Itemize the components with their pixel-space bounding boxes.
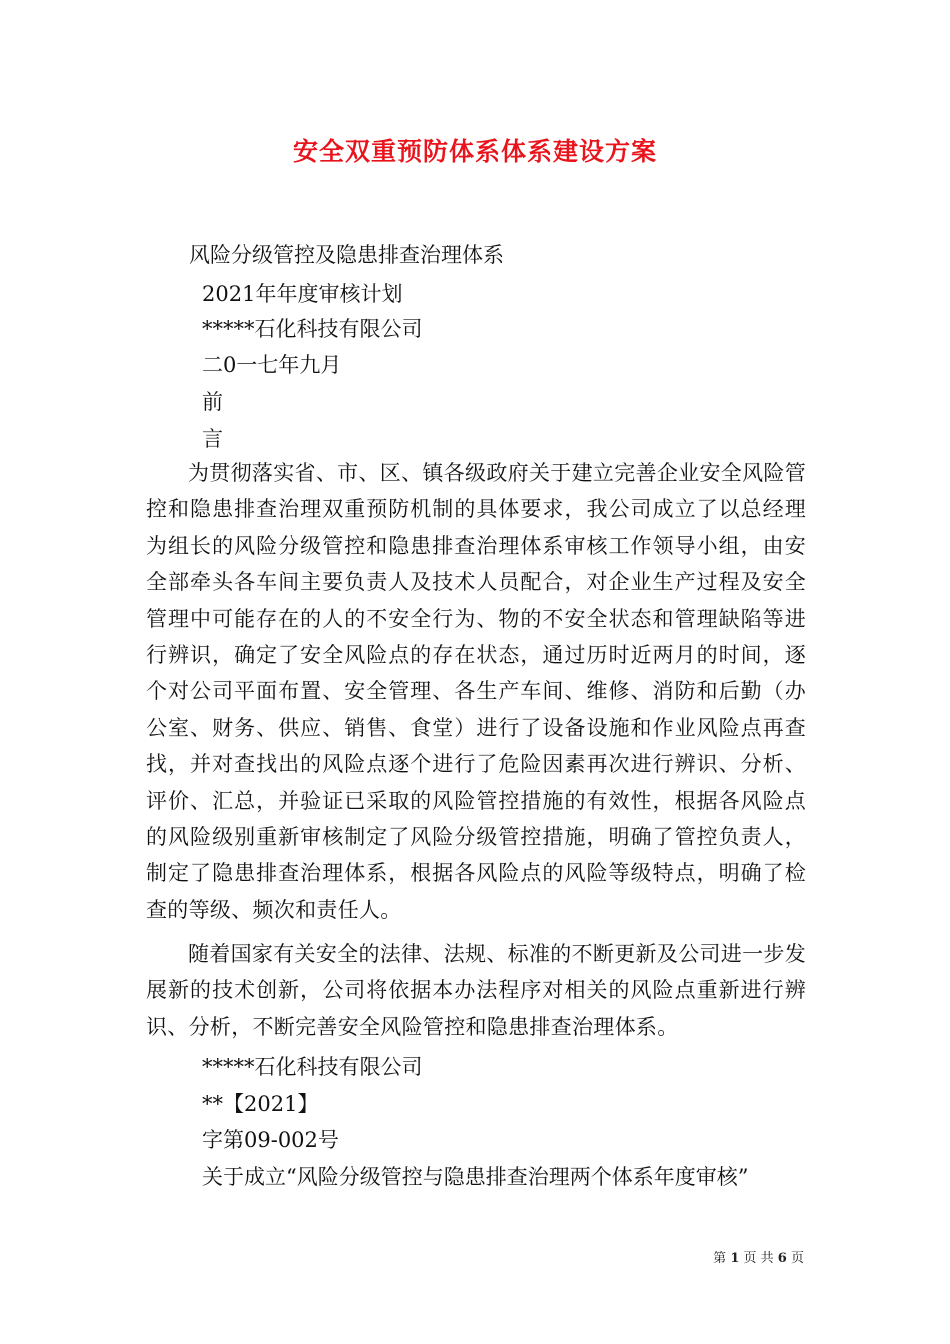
- closing-company: *****石化科技有限公司: [202, 1055, 423, 1079]
- preface-heading-part1: 前: [202, 390, 223, 414]
- notice-heading: 关于成立“风险分级管控与隐患排查治理两个体系年度审核”: [202, 1165, 749, 1189]
- cover-line-system: 风险分级管控及隐患排查治理体系: [189, 243, 504, 267]
- footer-prefix: 第: [713, 1251, 727, 1266]
- footer-middle: 页 共: [743, 1251, 774, 1266]
- cover-line-company: *****石化科技有限公司: [202, 317, 423, 341]
- preface-paragraph-2: 随着国家有关安全的法律、法规、标准的不断更新及公司进一步发展新的技术创新，公司将依据本办法程序对相关的风险点重新进行辨识、分析，不断完善安全风险管控和隐患排查治理体系。: [146, 942, 806, 1039]
- footer-page-number: 1: [730, 1251, 740, 1266]
- document-title: 安全双重预防体系体系建设方案: [292, 137, 657, 166]
- cover-line-date: 二0一七年九月: [202, 353, 342, 377]
- document-number-prefix: **【2021】: [202, 1092, 319, 1116]
- preface-heading-part2: 言: [202, 427, 223, 451]
- document-number: 字第09-002号: [202, 1128, 339, 1152]
- page-footer: [713, 1247, 804, 1266]
- footer-suffix: 页: [790, 1251, 804, 1266]
- cover-line-plan: 2021年年度审核计划: [202, 282, 403, 306]
- preface-paragraph-1: 为贯彻落实省、市、区、镇各级政府关于建立完善企业安全风险管控和隐患排查治理双重预防机制的具体要求，我公司成立了以总经理为组长的风险分级管控和隐患排查治理体系审核工作领导小组，由安全部牵头各车间主要负责人及技术人员配合，对企业生产过程及安全管理中可能存在的人的不安全行为、物的不安全状态和管理缺陷等进行辨识，确定了安全风险点的存在状态，通过历时近两月的时间，逐个对公司平面布置、安全管理、各生产车间、维修、消防和后勤（办公室、财务、供应、销售、食堂）进行了设备设施和作业风险点再查找，并对查找出的风险点逐个进行了危险因素再次进行辨识、分析、评价、汇总，并验证已采取的风险管控措施的有效性，根据各风险点的风险级别重新审核制定了风险分级管控措施，明确了管控负责人，制定了隐患排查治理体系，根据各风险点的风险等级特点，明确了检查的等级、频次和责任人。: [146, 461, 806, 922]
- footer-total-pages: 6: [777, 1251, 787, 1266]
